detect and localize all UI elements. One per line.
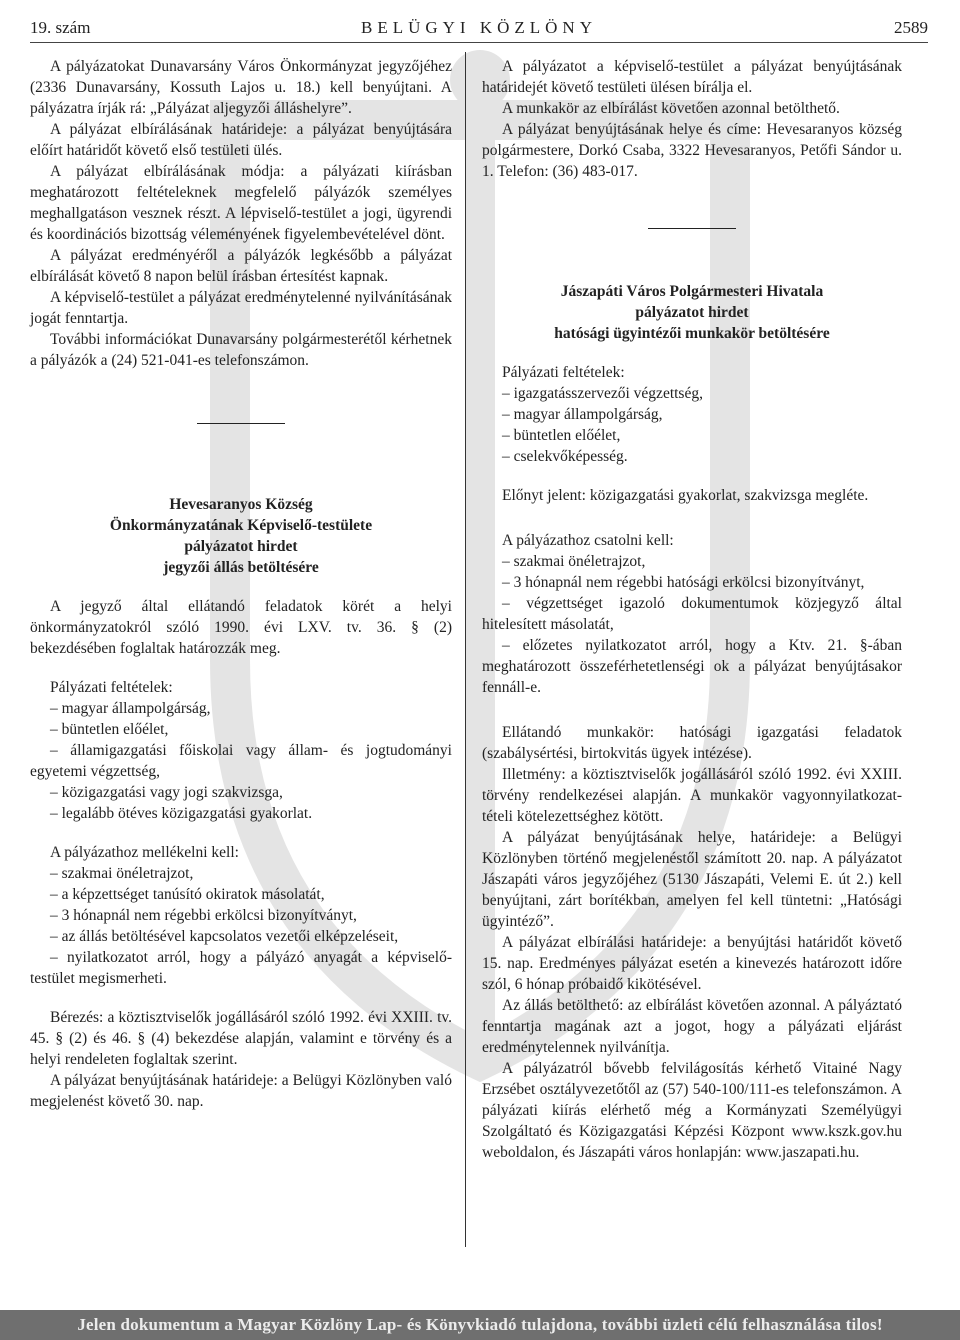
list-item: – magyar állampolgárság,: [502, 406, 663, 423]
conditions-label: Pályázati feltételek:: [50, 679, 173, 696]
list-item: – cselekvőképesség.: [502, 448, 628, 465]
list-item: – szakmai önéletrajzot,: [50, 865, 194, 882]
paragraph: A pályázat benyújtásának helye és címe: Hevesaranyos község polgármestere, Dorkó Csaba, 3322 Hevesaranyos, Petőfi Sándor u. 1. Telefon: (36) 483-017.: [482, 121, 902, 180]
list-item: – a képzettséget tanúsító okiratok másolatát,: [50, 886, 325, 903]
paragraph: A pályázat elbírálásának határideje: a pályázat benyújtására előírt határidőt követő első testületi ülés.: [30, 121, 452, 159]
attachments-label: A pályázathoz mellékelni kell:: [50, 844, 239, 861]
list-item: – államigazgatási főiskolai vagy állam- és jogtudományi egyetemi végzettség,: [30, 742, 452, 780]
list-item: – magyar állampolgárság,: [50, 700, 211, 717]
notice-title: Önkormányzatának Képviselő-testülete: [109, 517, 373, 534]
list-item: – 3 hónapnál nem régebbi erkölcsi bizonyítványt,: [50, 907, 357, 924]
list-item: – végzettséget igazoló dokumentumok közjegyző által hitelesített másolatát,: [482, 595, 902, 633]
list-item: – legalább ötéves közigazgatási gyakorlat.: [50, 805, 313, 822]
right-column: [482, 56, 902, 1163]
paragraph: A pályázat elbírálási határideje: a benyújtási határidőt követő 15. nap. Eredményes pályázat esetén a kinevezés határozott időre szól, 6 hónap próbaidő kikötésével.: [482, 934, 902, 993]
column-divider: [465, 52, 466, 1247]
paragraph: A pályázatról bővebb felvilágosítás kérhető Vitainé Nagy Erzsébet osztályvezetőtől az (57) 540-100/111-es telefonszámon. A pályázati kiírás elérhető még a Kormányzati Személyügyi Szolgáltató és Közigazgatási Képzési Központ www.kszk.gov.hu weboldalon, és Jászapáti város honlapján: www.jaszapati.hu.: [482, 1060, 902, 1161]
paragraph: A pályázatokat Dunavarsány Város Önkormányzat jegyzőjéhez (2336 Dunavarsány, Kossuth Lajos u. 18.) kell benyújtani. A pályázatra írják rá: „Pályázat aljegyzői álláshelyre”.: [30, 58, 452, 117]
left-column: [30, 56, 452, 1112]
list-item: – büntetlen előélet,: [50, 721, 169, 738]
notice-title: Jászapáti Város Polgármesteri Hivatala: [560, 283, 824, 300]
list-item: – büntetlen előélet,: [502, 427, 621, 444]
notice-title: jegyzői állás betöltésére: [163, 559, 319, 576]
list-item: – nyilatkozatot arról, hogy a pályázó anyagát a képviselő-testület megismerheti.: [30, 949, 452, 987]
publication-title: BELÜGYI KÖZLÖNY: [360, 18, 597, 37]
page-header: [30, 14, 928, 43]
copyright-footer: Jelen dokumentum a Magyar Közlöny Lap- és Könyvkiadó tulajdona, további üzleti célú felhasználása tilos!: [0, 1310, 960, 1340]
issue-number: 19. szám: [30, 18, 91, 37]
list-item: – előzetes nyilatkozatot arról, hogy a Ktv. 21. §-ában meghatározott összeférhetetlenségi ok a pályázat benyújtásakor fennáll-e.: [482, 637, 902, 696]
list-item: – 3 hónapnál nem régebbi hatósági erkölcsi bizonyítványt,: [502, 574, 865, 591]
attachments-label: A pályázathoz csatolni kell:: [502, 532, 674, 549]
paragraph: A jegyző által ellátandó feladatok körét a helyi önkormányzatokról szóló 1990. évi LXV. tv. 36. § (2) bekezdésében foglaltak határozzák meg.: [30, 598, 452, 657]
notice-title: hatósági ügyintézői munkakör betöltésére: [554, 325, 830, 342]
page-number: 2589: [894, 18, 928, 37]
paragraph: A pályázat elbírálásának módja: a pályázati kiírásban meghatározott feltételeknek megfelelő pályázók személyes meghallgatáson vesznek részt. A lépviselő-testület a jogi, ügyrendi és koordinációs bizottság véleményének figyelembevételével dönt.: [30, 163, 452, 243]
conditions-label: Pályázati feltételek:: [502, 364, 625, 381]
paragraph: Bérezés: a köztisztviselők jogállásáról szóló 1992. évi XXIII. tv. 45. § (2) és 46. § (4) bekezdése alapján, valamint e törvény és a helyi rendeleten foglaltak szerint.: [30, 1009, 452, 1068]
list-item: – az állás betöltésével kapcsolatos vezetői elképzeléseit,: [50, 928, 399, 945]
list-item: – igazgatásszervezői végzettség,: [502, 385, 703, 402]
list-item: – szakmai önéletrajzot,: [502, 553, 646, 570]
paragraph: A pályázat benyújtásának helye, határideje: a Belügyi Közlönyben történő megjelenéstől számított 20. nap. A pályázatot Jászapáti város jegyzőjéhez (5130 Jászapáti, Velemi E. út 2.) kell benyújtani, zárt borítékban, amelyen fel kell tüntetni: „Hatósági ügyintéző”.: [482, 829, 902, 930]
notice-title: pályázatot hirdet: [184, 538, 298, 555]
paragraph: A képviselő-testület a pályázat eredménytelenné nyilvánításának jogát fenntartja.: [30, 289, 452, 327]
notice-title: Hevesaranyos Község: [169, 496, 313, 513]
notice-title: pályázatot hirdet: [635, 304, 749, 321]
paragraph: Illetmény: a köztisztviselők jogállásáról szóló 1992. évi XXIII. törvény rendelkezései alapján. A munkakör vagyonnyilatkozat-tételi kötelezettséghez kötött.: [482, 766, 902, 825]
paragraph: A pályázatot a képviselő-testület a pályázat benyújtásának határidejét követő testületi ülésen bírálja el.: [482, 58, 902, 96]
paragraph: Az állás betölthető: az elbírálást követően azonnal. A pályáztató fenntartja magának azt a jogot, hogy a pályázati eljárást eredménytelennek nyilvánítja.: [482, 997, 902, 1056]
paragraph: Előnyt jelent: közigazgatási gyakorlat, szakvizsga megléte.: [502, 487, 869, 504]
paragraph: A pályázat eredményéről a pályázók legkésőbb a pályázat elbírálását követő 8 napon belül írásban értesítést kapnak.: [30, 247, 452, 285]
list-item: – közigazgatási vagy jogi szakvizsga,: [50, 784, 283, 801]
paragraph: További információkat Dunavarsány polgármesterétől kérhetnek a pályázók a (24) 521-041-es telefonszámon.: [30, 331, 452, 369]
paragraph: A munkakör az elbírálást követően azonnal betölthető.: [502, 100, 840, 117]
paragraph: A pályázat benyújtásának határideje: a Belügyi Közlönyben való megjelenést követő 30. nap.: [30, 1072, 452, 1110]
paragraph: Ellátandó munkakör: hatósági igazgatási feladatok (szabálysértési, birtokvitás ügyek intézése).: [482, 724, 902, 762]
